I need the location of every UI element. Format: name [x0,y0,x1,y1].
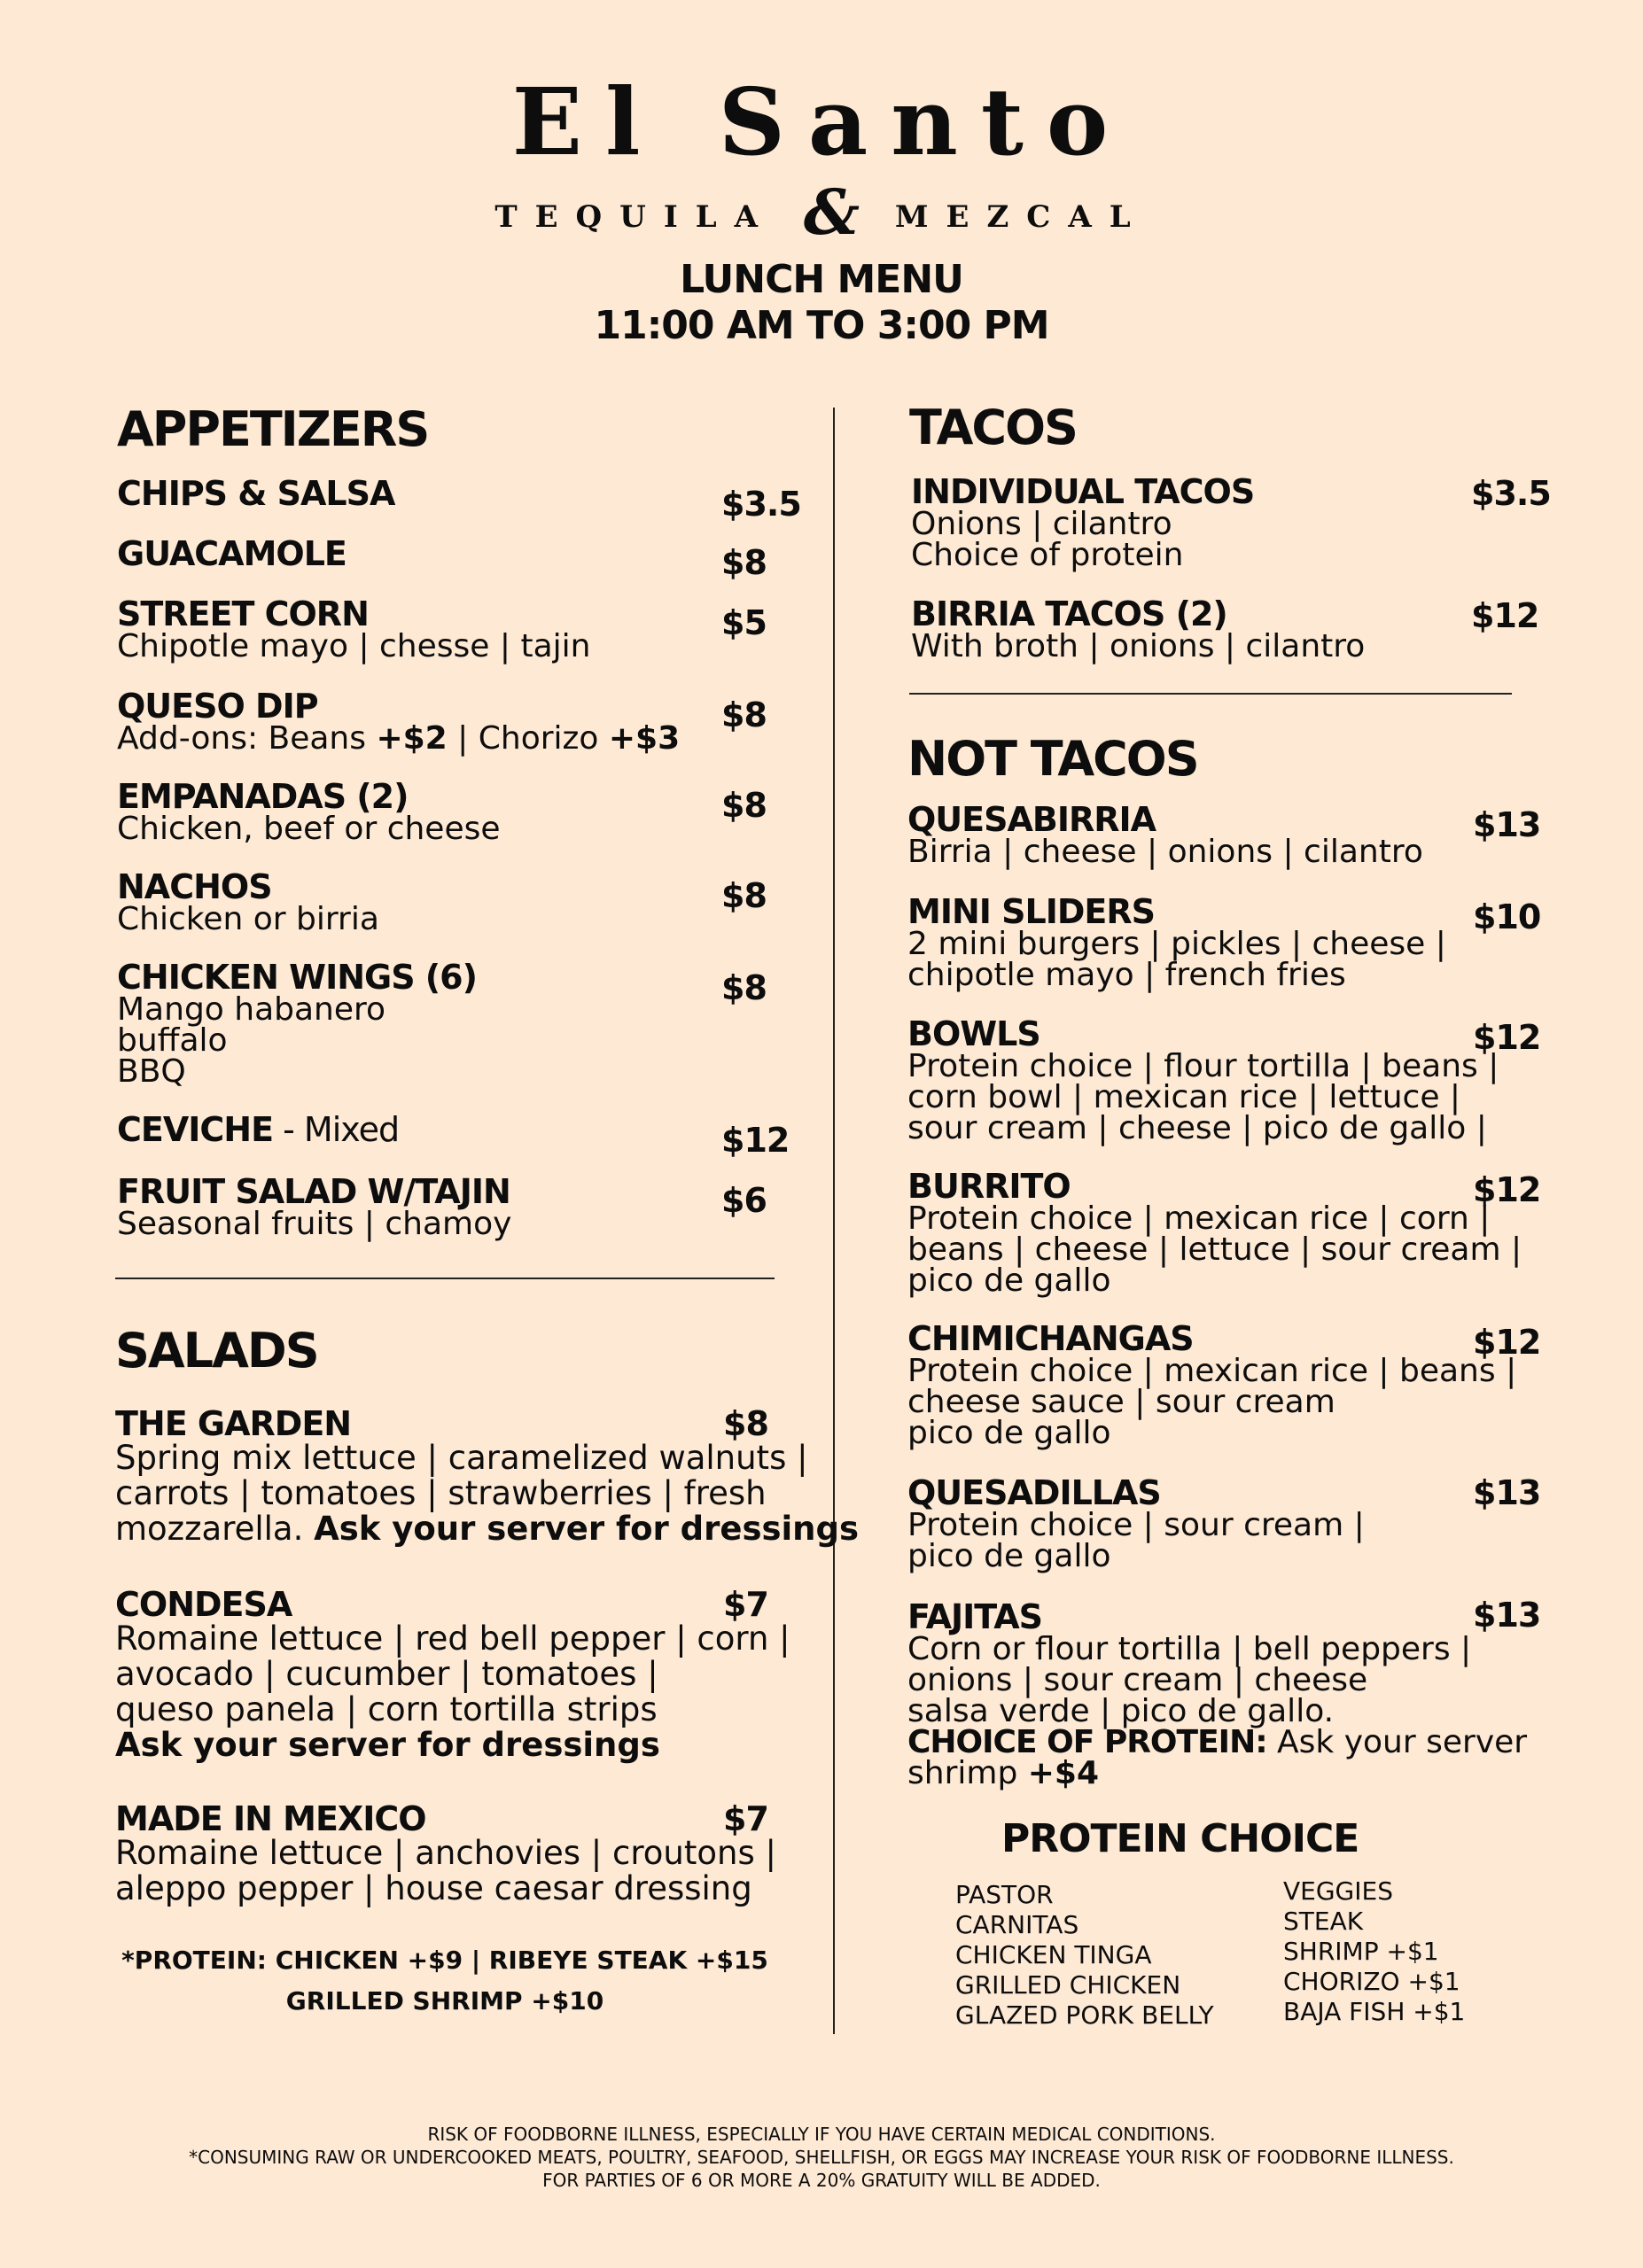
item-name: GUACAMOLE [117,534,347,573]
item-description-line: Spring mix lettuce | caramelized walnuts | [115,1439,808,1477]
menu-title: LUNCH MENU [680,257,963,302]
menu-hours: 11:00 AM TO 3:00 PM [594,303,1049,348]
item-name: BOWLS [907,1014,1040,1053]
price-nachos: $8 [721,876,767,915]
item-description-line: Protein choice | flour tortilla | beans | [907,1048,1499,1084]
menu-item-fruit-salad [117,1172,512,1242]
item-description-line: cheese sauce | sour cream [907,1384,1335,1420]
item-description-line [907,1755,1527,1791]
desc-text: Ask your server [1266,1724,1528,1760]
price-chicken-wings: $8 [721,968,767,1007]
menu-item-mini-sliders [907,892,1446,993]
server-note: Ask your server for dressings [314,1510,860,1548]
protein-option: VEGGIES [1283,1876,1393,1906]
item-name: STREET CORN [117,594,369,633]
item-description-line: Protein choice | mexican rice | corn | [907,1200,1491,1237]
item-name: CONDESA [115,1585,292,1624]
menu-item-chips-salsa [117,474,395,513]
price-chips-salsa: $3.5 [721,485,801,524]
desc-text: | Chorizo [447,720,609,757]
item-name: QUESO DIP [117,687,318,726]
item-description-line: sour cream | cheese | pico de gallo | [907,1110,1487,1146]
item-name: MINI SLIDERS [907,892,1155,931]
menu-heading [0,257,1643,349]
item-description-line: BBQ [117,1053,186,1090]
item-description-line: pico de gallo [907,1262,1111,1299]
menu-item-condesa [115,1585,790,1764]
protein-option: GRILLED CHICKEN [955,1970,1181,2000]
item-name-suffix: - Mixed [273,1110,400,1149]
item-name: INDIVIDUAL TACOS [911,472,1255,511]
price-bowls: $12 [1473,1018,1541,1057]
price-condesa: $7 [723,1585,768,1624]
item-description-line: Mango habanero [117,991,386,1028]
item-description-line: With broth | onions | cilantro [911,628,1366,664]
item-name: CHIMICHANGAS [907,1319,1194,1358]
not-tacos-title: NOT TACOS [907,731,1198,787]
item-name: FAJITAS [907,1597,1043,1636]
price-queso-dip: $8 [721,695,767,734]
price-quesabirria: $13 [1473,805,1541,844]
item-name: CHIPS & SALSA [117,474,395,513]
item-name: QUESADILLAS [907,1473,1161,1512]
item-name: THE GARDEN [115,1404,352,1443]
menu-item-burrito [907,1167,1522,1299]
menu-item-made-in-mexico [115,1799,776,1907]
item-name [117,1110,400,1149]
price-guacamole: $8 [721,543,767,582]
footer-line: FOR PARTIES OF 6 OR MORE A 20% GRATUITY WILL BE ADDED. [542,2170,1101,2191]
item-name-main: CEVICHE [117,1110,274,1149]
item-name: FRUIT SALAD W/TAJIN [117,1172,510,1211]
protein-choice-left-list [955,1880,1214,2031]
addon-price: +$3 [608,720,681,757]
desc-text: mozzarella. [115,1510,315,1548]
item-description-line: Onions | cilantro [911,506,1172,542]
item-description-line: Corn or flour tortilla | bell peppers | [907,1631,1472,1667]
addon-price: +$4 [1027,1755,1100,1791]
protein-choice-right-list [1283,1876,1465,2027]
salads-title: SALADS [115,1323,318,1379]
price-burrito: $12 [1473,1170,1541,1209]
tacos-divider [909,693,1512,695]
protein-option: CHORIZO +$1 [1283,1967,1460,1996]
menu-item-ceviche [117,1110,400,1149]
price-empanadas: $8 [721,786,767,825]
salad-protein-note-line: *PROTEIN: CHICKEN +$9 | RIBEYE STEAK +$15 [121,1946,768,1975]
menu-item-birria-tacos [911,594,1366,664]
item-description-line: queso panela | corn tortilla strips [115,1690,658,1728]
item-description-line [115,1511,859,1547]
item-description-line: corn bowl | mexican rice | lettuce | [907,1079,1461,1115]
item-description: Chicken or birria [117,901,379,937]
item-description-line: 2 mini burgers | pickles | cheese | [907,926,1446,962]
item-description-line: buffalo [117,1022,228,1059]
item-description-line: aleppo pepper | house caesar dressing [115,1869,752,1907]
price-fajitas: $13 [1473,1596,1541,1635]
desc-text: shrimp [907,1755,1028,1791]
appetizers-divider [115,1278,775,1279]
price-chimichangas: $12 [1473,1323,1541,1362]
price-individual-tacos: $3.5 [1471,474,1551,513]
protein-option: GLAZED PORK BELLY [955,2000,1214,2030]
menu-item-quesadillas [907,1473,1365,1574]
menu-item-fajitas [907,1597,1528,1791]
item-name: NACHOS [117,867,272,906]
brand-subtitle-left: TEQUILA [494,199,776,235]
menu-item-empanadas [117,777,501,847]
brand-subtitle [0,175,1643,249]
footer-line: *CONSUMING RAW OR UNDERCOOKED MEATS, POULTRY, SEAFOOD, SHELLFISH, OR EGGS MAY INCREASE YOUR RISK OF FOODBORNE ILLNESS. [189,2147,1454,2168]
item-description-line: Romaine lettuce | anchovies | croutons | [115,1834,776,1872]
menu-item-individual-tacos [911,472,1255,573]
menu-item-bowls [907,1014,1499,1146]
item-name: EMPANADAS (2) [117,777,409,816]
item-name: MADE IN MEXICO [115,1799,426,1838]
tacos-title: TACOS [909,400,1077,455]
item-description-line: carrots | tomatoes | strawberries | fresh [115,1474,767,1512]
menu-item-quesabirria [907,800,1423,870]
item-name: QUESABIRRIA [907,800,1156,839]
price-street-corn: $5 [721,603,767,642]
item-description-line: pico de gallo [907,1415,1111,1451]
item-name: BIRRIA TACOS (2) [911,594,1227,633]
item-description-line: Choice of protein [911,537,1184,573]
protein-option: BAJA FISH +$1 [1283,1997,1466,2026]
item-description-line: chipotle mayo | french fries [907,957,1346,993]
price-the-garden: $8 [723,1404,768,1443]
menu-item-nachos [117,867,379,937]
protein-choice-title: PROTEIN CHOICE [1001,1816,1359,1861]
item-description-line [907,1724,1528,1760]
menu-item-guacamole [117,534,347,573]
price-ceviche: $12 [721,1121,790,1160]
protein-option: CHICKEN TINGA [955,1940,1152,1969]
protein-option: STEAK [1283,1907,1364,1936]
footer-disclaimer [0,2123,1643,2192]
price-mini-sliders: $10 [1473,897,1541,936]
item-description: Chipotle mayo | chesse | tajin [117,628,591,664]
appetizers-title: APPETIZERS [117,401,429,457]
price-birria-tacos: $12 [1471,596,1539,635]
menu-item-street-corn [117,594,591,664]
addon-price: +$2 [376,720,448,757]
price-made-in-mexico: $7 [723,1799,768,1838]
protein-option: PASTOR [955,1880,1054,1909]
item-description: Chicken, beef or cheese [117,811,501,847]
brand-subtitle-right: MEZCAL [894,199,1149,235]
item-description-line [115,1728,790,1763]
item-name: CHICKEN WINGS (6) [117,958,477,997]
footer-line: RISK OF FOODBORNE ILLNESS, ESPECIALLY IF YOU HAVE CERTAIN MEDICAL CONDITIONS. [427,2124,1216,2145]
item-description [117,720,681,757]
server-note: Ask your server for dressings [115,1726,660,1764]
protein-option: SHRIMP +$1 [1283,1937,1439,1966]
price-fruit-salad: $6 [721,1181,767,1220]
salad-protein-note [115,1940,775,2022]
item-description-line: beans | cheese | lettuce | sour cream | [907,1231,1522,1268]
item-description-line: avocado | cucumber | tomatoes | [115,1655,658,1693]
item-description-line: Birria | cheese | onions | cilantro [907,834,1423,870]
protein-label: CHOICE OF PROTEIN: [907,1724,1267,1760]
menu-item-chimichangas [907,1319,1517,1451]
item-description: Seasonal fruits | chamoy [117,1206,512,1242]
menu-item-chicken-wings [117,958,477,1090]
item-description-line: Protein choice | sour cream | [907,1507,1365,1543]
price-quesadillas: $13 [1473,1473,1541,1512]
column-divider [833,408,835,2034]
menu-item-queso-dip [117,687,681,757]
desc-text: Add-ons: Beans [117,720,377,757]
item-description-line: onions | sour cream | cheese [907,1662,1368,1698]
item-description-line: pico de gallo [907,1538,1111,1574]
item-name: BURRITO [907,1167,1071,1206]
brand-ampersand: & [803,175,868,249]
brand-name: El Santo [511,67,1132,176]
item-description-line: salsa verde | pico de gallo. [907,1693,1335,1729]
item-description-line: Protein choice | mexican rice | beans | [907,1353,1517,1389]
item-description-line: Romaine lettuce | red bell pepper | corn | [115,1619,790,1658]
protein-option: CARNITAS [955,1910,1079,1939]
salad-protein-note-line: GRILLED SHRIMP +$10 [285,1986,604,2016]
